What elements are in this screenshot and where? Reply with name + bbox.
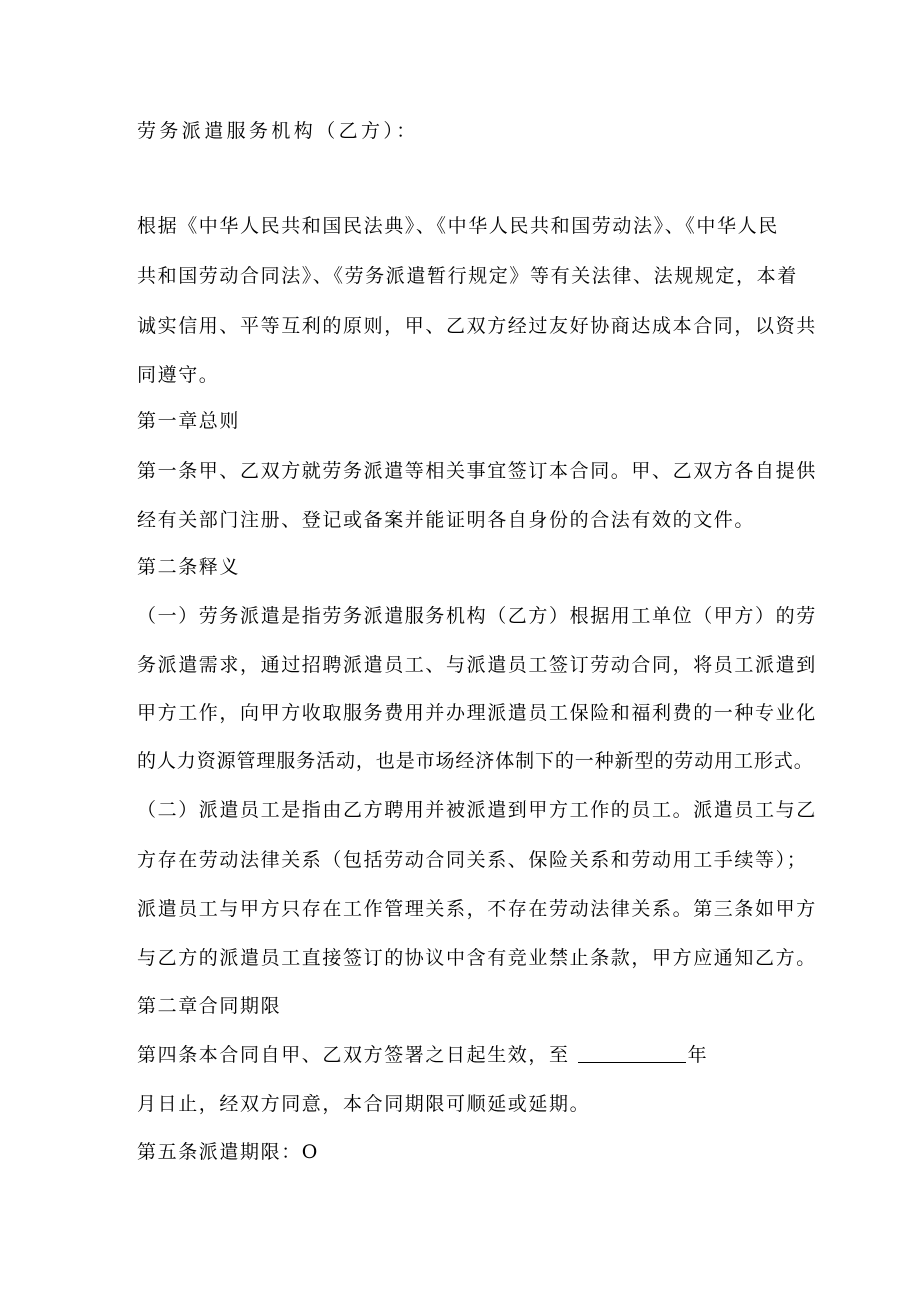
preamble-line-1: 根据《中华人民共和国民法典》、《中华人民共和国劳动法》、《中华人民 xyxy=(137,215,779,237)
article2-item2-line-1: （二）派遣员工是指由乙方聘用并被派遣到甲方工作的员工。派遣员工与乙 xyxy=(137,799,817,821)
chapter1-title: 第一章总则 xyxy=(137,410,241,432)
article2-item1-line-2: 务派遣需求，通过招聘派遣员工、与派遣员工签订劳动合同，将员工派遣到 xyxy=(137,654,817,676)
article2-item1-line-1: （一）劳务派遣是指劳务派遣服务机构（乙方）根据用工单位（甲方）的劳 xyxy=(137,605,817,627)
article2-item2-line-4: 与乙方的派遣员工直接签订的协议中含有竞业禁止条款，甲方应通知乙方。 xyxy=(137,947,817,969)
party-b-line: 劳务派遣服务机构（乙方）： xyxy=(137,120,419,142)
article2-title: 第二条释义 xyxy=(137,556,241,578)
preamble-line-4: 同遵守。 xyxy=(137,364,220,386)
article1-line-1: 第一条甲、乙双方就劳务派遣等相关事宜签订本合同。甲、乙双方各自提供 xyxy=(137,460,817,482)
preamble-line-3: 诚实信用、平等互利的原则，甲、乙双方经过友好协商达成本合同，以资共 xyxy=(137,315,817,337)
article2-item2-line-3: 派遣员工与甲方只存在工作管理关系，不存在劳动法律关系。第三条如甲方 xyxy=(137,898,817,920)
article5-line: 第五条派遣期限：O xyxy=(137,1141,319,1163)
article4-line-2: 月日止，经双方同意，本合同期限可顺延或延期。 xyxy=(137,1093,591,1115)
article2-item1-line-3: 甲方工作，向甲方收取服务费用并办理派遣员工保险和福利费的一种专业化 xyxy=(137,702,817,724)
article1-line-2: 经有关部门注册、登记或备案并能证明各自身份的合法有效的文件。 xyxy=(137,509,756,531)
article4-line-1 xyxy=(137,1043,817,1067)
chapter2-title: 第二章合同期限 xyxy=(137,995,282,1017)
article2-item1-line-4: 的人力资源管理服务活动，也是市场经济体制下的一种新型的劳动用工形式。 xyxy=(137,750,814,772)
preamble-line-2: 共和国劳动合同法》、《劳务派遣暂行规定》等有关法律、法规规定，本着 xyxy=(137,265,798,287)
article4-text: 第四条本合同自甲、乙双方签署之日起生效，至 xyxy=(137,1044,570,1066)
article2-item2-line-2: 方存在劳动法律关系（包括劳动合同关系、保险关系和劳动用工手续等）； xyxy=(137,849,808,871)
date-blank-field[interactable] xyxy=(578,1044,686,1063)
article4-year-label: 年 xyxy=(687,1044,709,1066)
